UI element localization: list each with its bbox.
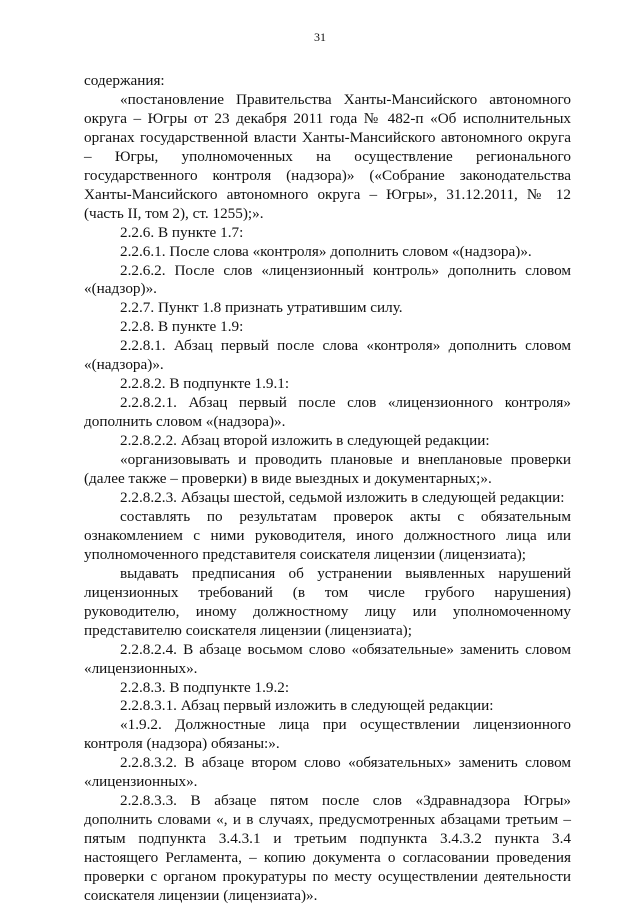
page-number: 31 xyxy=(314,30,326,44)
paragraph: 2.2.8.3.2. В абзаце втором слово «обязательных» заменить словом «лицензионных». xyxy=(84,754,571,791)
document-body xyxy=(84,72,571,906)
paragraph: 2.2.7. Пункт 1.8 признать утратившим силу. xyxy=(120,299,403,317)
paragraph: 2.2.6. В пункте 1.7: xyxy=(120,223,244,241)
paragraph: «1.9.2. Должностные лица при осуществлении лицензионного контроля (надзора) обязаны:». xyxy=(84,716,571,753)
paragraph: 2.2.6.2. После слов «лицензионный контроль» дополнить словом «(надзор)». xyxy=(84,261,571,298)
paragraph: 2.2.8.3.3. В абзаце пятом после слов «Здравнадзора Югры» дополнить словами «, и в случаях, предусмотренных абзацами третьим – пятым подпункта 3.4.3.1 и третьим подпункта 3.4.3.2 пункта 3.4 настоящего Регламента, – копию документа о согласовании проведения проверки с органом прокуратуры по месту осуществлении деятельности соискателя лицензии (лицензиата)». xyxy=(84,792,571,904)
paragraph: выдавать предписания об устранении выявленных нарушений лицензионных требований (в том числе грубого нарушения) руководителю, иному должностному лицу или уполномоченному представителю соискателя лицензии (лицензиата); xyxy=(84,564,571,639)
paragraph: составлять по результатам проверок акты с обязательным ознакомлением с ними руководителя, иного должностного лица или уполномоченного представителя соискателя лицензии (лицензиата); xyxy=(84,507,571,563)
paragraph: 2.2.8.2.3. Абзацы шестой, седьмой изложить в следующей редакции: xyxy=(120,488,565,506)
paragraph: 2.2.8. В пункте 1.9: xyxy=(120,318,244,336)
paragraph: 2.2.8.2.4. В абзаце восьмом слово «обязательные» заменить словом «лицензионных». xyxy=(84,640,571,677)
paragraph: 2.2.6.1. После слова «контроля» дополнить словом «(надзора)». xyxy=(120,242,532,260)
paragraph: «постановление Правительства Ханты-Мансийского автономного округа – Югры от 23 декабря 2011 года № 482-п «Об исполнительных органах государственной власти Ханты-Мансийского автономного округа – Югры, уполномоченных на осуществление регионального государственного контроля (надзора)» («Собрание законодательства Ханты-Мансийского автономного округа – Югры», 31.12.2011, № 12 (часть II, том 2), ст. 1255);». xyxy=(84,90,571,222)
paragraph: содержания: xyxy=(84,72,165,89)
paragraph: 2.2.8.2.1. Абзац первый после слов «лицензионного контроля» дополнить словом «(надзора)». xyxy=(84,394,571,431)
paragraph: 2.2.8.3.1. Абзац первый изложить в следующей редакции: xyxy=(120,697,494,715)
paragraph: 2.2.8.2.2. Абзац второй изложить в следующей редакции: xyxy=(120,432,490,450)
paragraph: 2.2.8.3. В подпункте 1.9.2: xyxy=(120,678,290,696)
paragraph: «организовывать и проводить плановые и внеплановые проверки (далее также – проверки) в виде выездных и документарных;». xyxy=(84,451,571,488)
paragraph: 2.2.8.2. В подпункте 1.9.1: xyxy=(120,375,290,393)
paragraph: 2.2.8.1. Абзац первый после слова «контроля» дополнить словом «(надзора)». xyxy=(84,337,571,374)
